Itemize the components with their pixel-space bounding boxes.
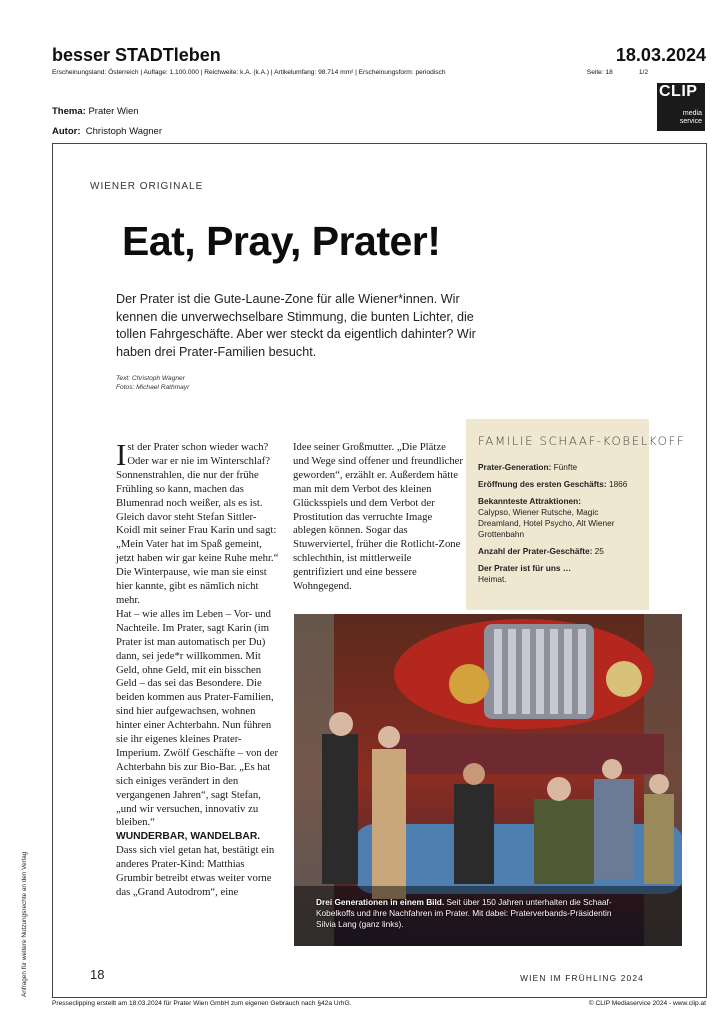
rubric: WIENER ORIGINALE: [90, 181, 204, 192]
info-label: Bekannteste Attraktionen:: [478, 496, 581, 506]
info-value: Fünfte: [553, 462, 578, 472]
author-value: Christoph Wagner: [85, 126, 162, 137]
info-label: Prater-Generation:: [478, 462, 552, 472]
credits: [116, 375, 189, 392]
paragraph-4: Idee seiner Großmutter. „Die Plätze und Wege sind offener und freundlicher geworden“, erzählt er. Außerdem hätte man mit dem Verbot des kleinen Glücksspiels und dem Verbot der Prostitution das verruchte Image ablegen können. Sogar das Stuwerviertel, früher die Rotlicht-Zone schlechthin, ist mittlerweile gentrifiziert und eine bessere Wohngegend.: [293, 441, 463, 593]
photo-caption: [316, 897, 621, 930]
info-value: 1866: [608, 479, 628, 489]
page-number: 18: [90, 967, 105, 982]
info-label: Eröffnung des ersten Geschäfts:: [478, 479, 607, 489]
body-column-1: [116, 437, 279, 900]
side-rights-note: Anfragen für weitere Nutzungsrechte an den Verlag: [21, 851, 28, 997]
paragraph-2: Hat – wie alles im Leben – Vor- und Nachteile. Im Prater, sagt Karin (im Prater ist man automatisch per Du) dann, sei jede*r willkommen. Mit Geld, ohne Geld, mit ein bisschen Geld – das sei das Besondere. Die beiden kommen aus Prater-Familien, sind hier aufgewachsen, wohnen hinter einer Achterbahn. Nun führen sie ihr eigenes kleines Prater-Imperium. Zwölf Geschäfte – von der Achterbahn bis zur Bio-Bar. „Es hat sich einiges verändert in den vergangenen Jahren“, sagt Stefan, „und wir versuchen, innovativ zu bleiben.“: [116, 607, 279, 829]
credit-photo: Fotos: Michael Rathmayr: [116, 383, 190, 391]
topic-label: Thema:: [52, 106, 86, 117]
info-label: Der Prater ist für uns …: [478, 563, 572, 573]
paragraph-1: [116, 437, 279, 608]
logo-service: service: [679, 118, 702, 125]
info-row: [478, 479, 639, 490]
caption-bold: Drei Generationen in einem Bild.: [316, 897, 445, 907]
page-info: [587, 69, 648, 76]
info-label: Anzahl der Prater-Geschäfte:: [478, 546, 593, 556]
info-row: [478, 563, 639, 585]
info-row: [478, 546, 639, 557]
logo-title: CLIP: [659, 83, 698, 100]
info-value: Heimat.: [478, 574, 507, 584]
publication-meta: Erscheinungsland: Österreich | Auflage: 1.100.000 | Reichweite: k.A. (k.A.) | Artikelumfang: 98.714 mm² | Erscheinungsform: periodisch: [52, 69, 446, 76]
topic-line: [52, 106, 139, 117]
body-column-2: [293, 441, 463, 594]
clipping-note: Presseclipping erstellt am 18.03.2024 für Prater Wien GmbH zum eigenen Gebrauch nach §42a UrhG.: [52, 1000, 352, 1007]
paragraph-3: Dass sich viel getan hat, bestätigt ein anderes Prater-Kind: Matthias Grumbir betreibt etwas weiter vorne das „Grand Autodrom“, eine: [116, 844, 275, 898]
author-label: Autor:: [52, 126, 81, 137]
page-label: Seite: 18: [586, 69, 613, 76]
family-info-box: [466, 419, 686, 610]
publication-name: besser STADTleben: [52, 45, 221, 65]
lead-paragraph: Der Prater ist die Gute-Laune-Zone für alle Wiener*innen. Wir kennen die unverwechselbare Stimmung, die bunten Lichter, die tollen Fahrgeschäfte. Aber wer steckt da eigentlich dahinter? Wir haben drei Prater-Familien besucht.: [116, 292, 476, 359]
info-value: 25: [594, 546, 604, 556]
caption-text: Seit über 150 Jahren unterhalten die Schaaf-Kobelkoffs und ihre Nachfahren im Prater. Mit dabei: Praterverbands-Präsidentin Silvia Lang (ganz links).: [316, 897, 612, 929]
logo-media: media: [682, 110, 702, 117]
logo-subtitle: [680, 110, 702, 126]
running-footer: WIEN IM FRÜHLING 2024: [520, 973, 644, 983]
publication-date: 18.03.2024: [615, 45, 706, 65]
info-value: Calypso, Wiener Rutsche, Magic Dreamland, Hotel Psycho, Alt Wiener Grottenbahn: [478, 507, 615, 539]
info-row: [478, 496, 639, 540]
paragraph-1-text: st der Prater schon wieder wach? Oder war er nie im Winterschlaf? Sonnenstrahlen, die nur der frühe Frühling so kann, machen das Blumenrad noch weißer, als es ist. Gleich davor steht Stefan Sittler-Koidl mit seiner Frau Karin und sagt: „Mein Vater hat im Spaß gemeint, jetzt haben wir gar keine Ruhe mehr.“ Die Winterpause, wie man sie einst hier kannte, gibt es nämlich nicht mehr.: [116, 441, 279, 606]
subheading: WUNDERBAR, WANDELBAR.: [116, 831, 261, 843]
topic-value: Prater Wien: [88, 106, 139, 117]
page-count: 1/2: [638, 69, 648, 76]
headline: Eat, Pray, Prater!: [122, 218, 441, 264]
copyright-link[interactable]: © CLIP Mediaservice 2024 - www.clip.at: [588, 1000, 706, 1007]
drop-cap: I: [116, 437, 127, 472]
clip-logo: [657, 83, 705, 131]
info-box-title: FAMILIE SCHAAF-KOBELKOFF: [478, 434, 686, 448]
author-line: [52, 126, 162, 137]
info-row: [478, 462, 639, 473]
credit-text: Text: Christoph Wagner: [116, 375, 185, 382]
